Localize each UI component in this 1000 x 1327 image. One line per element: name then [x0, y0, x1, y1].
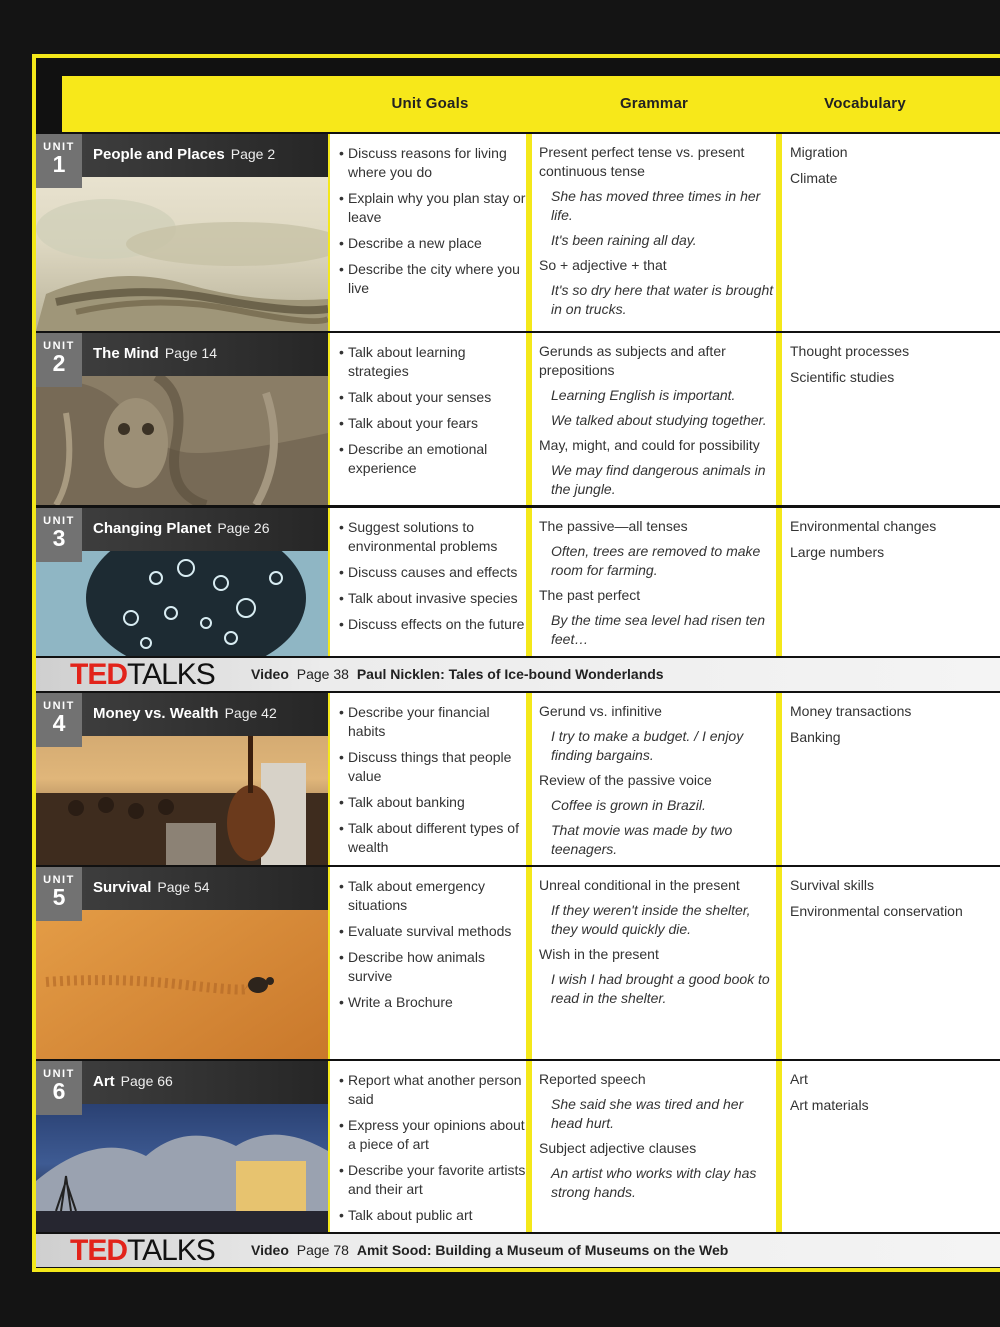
grammar-rule: Reported speech [539, 1071, 646, 1087]
unit-2-goals [330, 333, 526, 505]
grammar-rule: Present perfect tense vs. present continuous tense [539, 144, 745, 179]
unit-4-grammar [532, 693, 776, 865]
unit-page: Page 2 [230, 146, 276, 162]
unit-title-text: People and Places [93, 146, 225, 163]
goal-item: • Talk about different types of wealth [339, 819, 526, 857]
ted-talks-bar-1 [36, 658, 1000, 691]
unit-5-title [93, 879, 210, 896]
ted-talk-title: Paul Nicklen: Tales of Ice-bound Wonderlands [356, 666, 664, 682]
ted-talk-info [251, 1242, 728, 1258]
unit-2-title [93, 345, 217, 362]
unit-label: UNIT [43, 700, 75, 712]
grammar-example: An artist who works with clay has strong hands. [551, 1165, 757, 1200]
grammar-rule: Gerunds as subjects and after prepositions [539, 343, 726, 378]
goal-item: • Talk about public art [339, 1206, 526, 1225]
header-vocabulary: Vocabulary [824, 95, 906, 112]
unit-number: 6 [52, 1078, 66, 1104]
goal-item: • Talk about emergency situations [339, 877, 526, 915]
goal-item: • Report what another person said [339, 1071, 526, 1109]
ted-page: Page 38 [296, 666, 349, 682]
ted-talks-logo [70, 659, 215, 690]
vocab-item: Large numbers [790, 544, 885, 560]
unit-4-vocabulary [782, 693, 1000, 865]
unit-3-goals [330, 508, 526, 656]
unit-page: Page 54 [157, 879, 210, 895]
unit-page: Page 66 [120, 1073, 173, 1089]
unit-row-5 [36, 867, 1000, 1059]
grammar-rule: The passive—all tenses [539, 518, 688, 534]
unit-number: 3 [52, 525, 66, 551]
unit-title-text: Art [93, 1073, 115, 1090]
unit-page: Page 42 [224, 705, 277, 721]
ted-talks-logo [70, 1235, 215, 1266]
unit-5-grammar [532, 867, 776, 1059]
unit-2-vocabulary [782, 333, 1000, 505]
ted-talk-title: Amit Sood: Building a Museum of Museums on the Web [356, 1242, 729, 1258]
goal-item: • Describe an emotional experience [339, 440, 526, 478]
unit-row-3 [36, 508, 1000, 656]
goal-item: • Discuss causes and effects [339, 563, 526, 582]
unit-2-image [36, 333, 328, 505]
ted-logo-ted: TED [70, 658, 127, 691]
unit-label: UNIT [43, 340, 75, 352]
unit-label: UNIT [43, 1068, 75, 1080]
grammar-rule: May, might, and could for possibility [539, 437, 760, 453]
unit-1-grammar [532, 134, 776, 331]
goal-item: • Evaluate survival methods [339, 922, 526, 941]
unit-3-title [93, 520, 270, 537]
unit-5-image [36, 867, 328, 1059]
goal-item: • Suggest solutions to environmental problems [339, 518, 526, 556]
unit-title-text: Changing Planet [93, 520, 212, 537]
grammar-example: She said she was tired and her head hurt. [551, 1096, 744, 1131]
grammar-example: That movie was made by two teenagers. [551, 822, 733, 857]
unit-5-badge [36, 867, 82, 921]
goal-item: • Talk about your fears [339, 414, 526, 433]
grammar-rule: So + adjective + that [539, 257, 667, 273]
header-grammar: Grammar [619, 95, 689, 112]
grammar-rule: Unreal conditional in the present [539, 877, 740, 893]
vocab-item: Money transactions [790, 703, 912, 719]
ted-talk-info [251, 666, 664, 682]
header-unit-goals: Unit Goals [391, 95, 469, 112]
unit-row-2 [36, 333, 1000, 505]
vocab-item: Banking [790, 729, 841, 745]
unit-label: UNIT [43, 141, 75, 153]
grammar-rule: The past perfect [539, 587, 641, 603]
unit-1-title [93, 146, 275, 163]
grammar-example: Coffee is grown in Brazil. [551, 797, 706, 813]
goal-item: • Discuss reasons for living where you do [339, 144, 526, 182]
unit-4-image [36, 693, 328, 865]
goal-item: • Describe your financial habits [339, 703, 526, 741]
unit-3-grammar [532, 508, 776, 656]
ted-logo-talks: TALKS [127, 1234, 215, 1267]
unit-4-badge [36, 693, 82, 747]
grammar-example: Learning English is important. [551, 387, 736, 403]
goal-item: • Explain why you plan stay or leave [339, 189, 526, 227]
unit-page: Page 14 [164, 345, 217, 361]
vocab-item: Art materials [790, 1097, 869, 1113]
unit-number: 4 [52, 710, 66, 736]
grammar-rule: Gerund vs. infinitive [539, 703, 662, 719]
goal-item: • Discuss things that people value [339, 748, 526, 786]
grammar-example: I wish I had brought a good book to read in the shelter. [551, 971, 770, 1006]
goal-item: • Describe how animals survive [339, 948, 526, 986]
unit-5-vocabulary [782, 867, 1000, 1059]
unit-4-goals [330, 693, 526, 865]
goal-item: • Describe the city where you live [339, 260, 526, 298]
grammar-example: We talked about studying together. [551, 412, 767, 428]
grammar-example: It's been raining all day. [551, 232, 697, 248]
unit-number: 5 [52, 884, 66, 910]
unit-1-goals [330, 134, 526, 331]
grammar-example: We may find dangerous animals in the jungle. [551, 462, 766, 497]
goal-item: • Describe your favorite artists and their art [339, 1161, 526, 1199]
grammar-example: I try to make a budget. / I enjoy finding bargains. [551, 728, 744, 763]
unit-2-badge [36, 333, 82, 387]
vocab-item: Scientific studies [790, 369, 895, 385]
grammar-rule: Wish in the present [539, 946, 659, 962]
vocab-item: Art [790, 1071, 808, 1087]
vocab-item: Environmental changes [790, 518, 937, 534]
vocab-item: Environmental conservation [790, 903, 963, 919]
unit-label: UNIT [43, 874, 75, 886]
grammar-example: It's so dry here that water is brought in on trucks. [551, 282, 774, 317]
unit-2-grammar [532, 333, 776, 505]
unit-4-title [93, 705, 277, 722]
ted-video-label: Video [251, 1242, 289, 1258]
vocab-item: Thought processes [790, 343, 910, 359]
unit-3-vocabulary [782, 508, 1000, 656]
unit-6-badge [36, 1061, 82, 1115]
unit-1-vocabulary [782, 134, 1000, 331]
unit-row-1 [36, 134, 1000, 331]
unit-page: Page 26 [217, 520, 270, 536]
unit-1-badge [36, 134, 82, 188]
goal-item: • Talk about banking [339, 793, 526, 812]
unit-row-6 [36, 1061, 1000, 1232]
unit-title-text: The Mind [93, 345, 159, 362]
unit-title-text: Money vs. Wealth [93, 705, 219, 722]
unit-label: UNIT [43, 515, 75, 527]
ted-talks-bar-2 [36, 1234, 1000, 1267]
goal-item: • Describe a new place [339, 234, 526, 253]
vocab-item: Survival skills [790, 877, 875, 893]
unit-row-4 [36, 693, 1000, 865]
unit-number: 1 [52, 151, 66, 177]
unit-5-goals [330, 867, 526, 1059]
grammar-example: If they weren't inside the shelter, they would quickly die. [551, 902, 751, 937]
goal-item: • Discuss effects on the future [339, 615, 526, 634]
vocab-item: Climate [790, 170, 838, 186]
unit-number: 2 [52, 350, 66, 376]
unit-3-badge [36, 508, 82, 562]
goal-item: • Talk about learning strategies [339, 343, 526, 381]
ted-video-label: Video [251, 666, 289, 682]
unit-6-goals [330, 1061, 526, 1232]
unit-6-image [36, 1061, 328, 1232]
grammar-example: She has moved three times in her life. [551, 188, 761, 223]
vocab-item: Migration [790, 144, 848, 160]
goal-item: • Express your opinions about a piece of art [339, 1116, 526, 1154]
goal-item: • Talk about your senses [339, 388, 526, 407]
grammar-rule: Review of the passive voice [539, 772, 712, 788]
unit-6-grammar [532, 1061, 776, 1232]
unit-1-image [36, 134, 328, 331]
unit-6-title [93, 1073, 173, 1090]
ted-logo-talks: TALKS [127, 658, 215, 691]
grammar-example: By the time sea level had risen ten feet… [551, 612, 766, 647]
grammar-example: Often, trees are removed to make room for farming. [551, 543, 761, 578]
ted-page: Page 78 [296, 1242, 349, 1258]
grammar-rule: Subject adjective clauses [539, 1140, 697, 1156]
unit-title-text: Survival [93, 879, 152, 896]
ted-logo-ted: TED [70, 1234, 127, 1267]
unit-6-vocabulary [782, 1061, 1000, 1232]
unit-3-image [36, 508, 328, 656]
goal-item: • Talk about invasive species [339, 589, 526, 608]
goal-item: • Write a Brochure [339, 993, 526, 1012]
